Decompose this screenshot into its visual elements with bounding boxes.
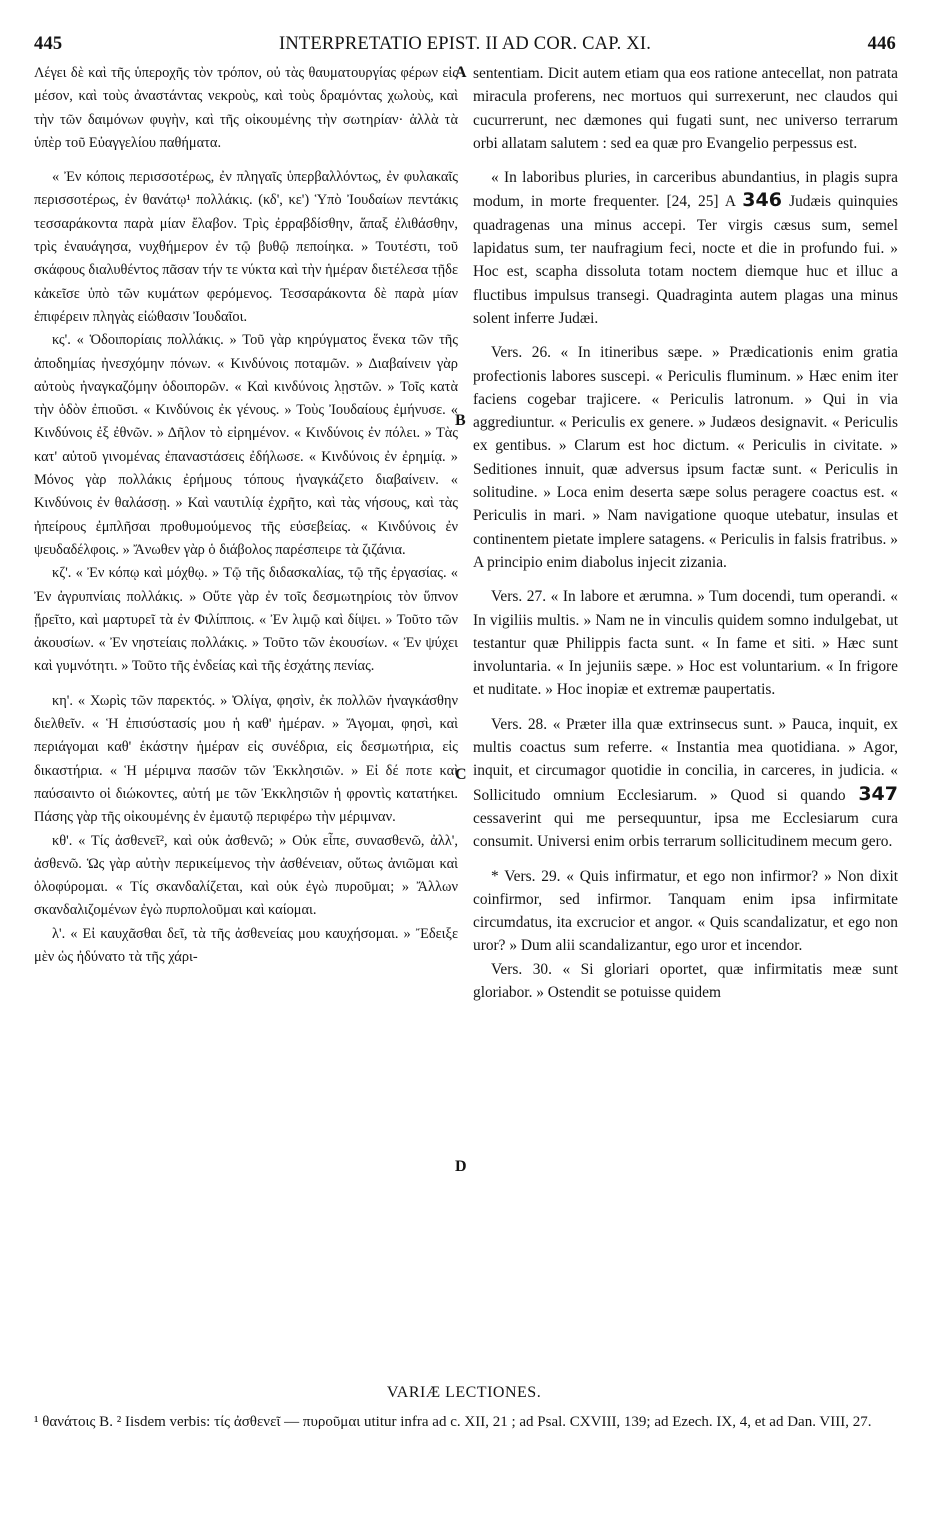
- latin-text: « In laboribus pluries, in carceribus abundantius, in plagis supra modum, in morte frequenter. [24, 25] A: [473, 169, 898, 211]
- latin-text: Vers. 28. « Præter illa quæ extrinsecus sunt. » Pauca, inquit, ex multis coactus sum referre. « Instantia mea quotidiana. » Agor, inquit, et circumagor quotidie in concilia, in carceres, in judicia. « Sollicitudo omnium Ecclesiarum. » Quod si quando: [473, 715, 898, 804]
- running-title: INTERPRETATIO EPIST. II AD COR. CAP. XI.: [278, 34, 652, 54]
- footnote-1: ¹ θανάτοις B.: [34, 1414, 113, 1430]
- greek-paragraph: κθ'. « Τίς ἀσθενεῖ², καὶ οὐκ ἀσθενῶ; » Οὐκ εἶπε, συνασθενῶ, ἀλλ', ἀσθενῶ. Ὡς γὰρ αὐτὴν περικείμενος τὴν ἀσθένειαν, οὕτως ἀνιῶμαι καὶ ὀλοφύρομαι. « Τίς σκανδαλίζεται, καὶ οὐκ ἐγὼ πυροῦμαι; » Ἄλλων σκανδαλιζομένων ἐγὼ πυρπολοῦμαι καὶ καίομαι.: [34, 832, 458, 919]
- footnote: [34, 1411, 904, 1433]
- page-header: [34, 34, 896, 60]
- section-marker: A: [455, 64, 467, 81]
- latin-paragraph: * Vers. 29. « Quis infirmatur, et ego non infirmor? » Non dixit coinfirmor, sed infirmor. Tanquam enim ipsa infirmitate circumdatus, ita excrucior et angor. « Quis scandalizatur, et ego non uror? » Dum alii scandalizantur, ego uror et incendor.: [473, 867, 898, 955]
- latin-text: Judæis quinquies quadragenas una minus accepi. Ter virgis cæsus sum, semel lapidatus sum, ter naufragium feci, nocte et die in profundo fui. » Hoc est, scapha dissoluta totam noctem diemque huc et illuc a fluctibus impulsus transegi. Quadraginta autem plagas una minus solent inferre Judæi.: [473, 193, 899, 327]
- greek-paragraph: κς'. « Ὁδοιπορίαις πολλάκις. » Τοῦ γὰρ κηρύγματος ἕνεκα τῶν τῆς ἀποδημίας ἠνεσχόμην πόνων. « Κινδύνοις ποταμῶν. » Διαβαίνειν γὰρ αὐτοὺς ἠναγκαζόμην ὁδοιπορῶν. « Καὶ κινδύνοις λῃστῶν. » Τοῖς κατὰ τὴν ὁδὸν ἐπιοῦσι. « Κινδύνοις ἐκ γένους. » Τοὺς Ἰουδαίους ἐμήνυσε. « Κινδύνοις ἐξ ἐθνῶν. » Δῆλον τὸ εἰρημένον. « Κινδύνοις ἐν πόλει. » Τὰς κατ' αὐτοῦ γινομένας ἐπαναστάσεις ἐδήλωσε. « Κινδύνοις ἐν ἐρημίᾳ. » Μόνος γὰρ πολλάκις ἐρήμους τόπους ἠναγκάζετο διαβαίνειν. « Κινδύνοις ἐν θαλάσσῃ. » Καὶ ναυτιλίᾳ ἐχρῆτο, καὶ τὰς νήσους, καὶ τὰς ἠπείρους ἐμπλῆσαι προθυμούμενος τῆς εὐσεβείας. « Κινδύνοις ἐν ψευδαδέλφοις. » Ἄνωθεν γὰρ ὁ διάβολος παρέσπειρε τὰ ζιζάνια.: [34, 332, 458, 558]
- section-marker: D: [455, 1158, 467, 1175]
- latin-paragraph: [473, 166, 898, 330]
- latin-paragraph: Vers. 27. « In labore et ærumna. » Tum docendi, tum operandi. « In vigiliis multis. » Nam ne in vinculis quidem somno indulgebat, ut testantur quæ Philippis facta sunt. « In fame et siti. » Hæc sunt involuntaria. « In jejuniis sæpe. » Hoc est voluntarium. « In frigore et nuditate. » Hoc inopiæ et extremæ paupertatis.: [473, 588, 898, 699]
- latin-paragraph: Vers. 30. « Si gloriari oportet, quæ infirmitatis meæ sunt gloriabor. » Ostendit se potuisse quidem: [473, 960, 898, 1001]
- greek-column: [34, 62, 458, 969]
- page-number-left: 445: [34, 34, 63, 54]
- variae-lectiones-title: VARIÆ LECTIONES.: [386, 1384, 542, 1401]
- section-marker: C: [455, 766, 467, 783]
- page-number-right: 446: [867, 34, 896, 54]
- column-number: 346: [742, 189, 782, 212]
- latin-paragraph: Vers. 26. « In itineribus sæpe. » Prædicationis enim gratia profectionis labores suscepi. « Periculis fluminum. » Hæc enim iter faciens cogebar trajicere. « Periculis latronum. » Qui in via aggrediuntur. « Periculis ex genere. » Judæos designavit. « Periculis ex gentibus. » Clarum est hoc dictum. « Periculis in civitate. » Seditiones innuit, quæ adversus ipsum factæ sunt. « Periculis in solitudine. » Loca enim deserta sæpe solus peragere coactus est. « Periculis in mari. » Nam navigatione quoque utebatur, insulas et continentem pietate implere satagens. « Periculis in falsis fratribus. » A principio enim diabolus injecit zizania.: [473, 344, 898, 571]
- latin-paragraph: [473, 713, 898, 854]
- column-number: 347: [858, 782, 898, 805]
- greek-paragraph: λ'. « Εἰ καυχᾶσθαι δεῖ, τὰ τῆς ἀσθενείας μου καυχήσομαι. » Ἔδειξε μὲν ὡς ἠδύνατο τὰ τῆς χάρι-: [34, 925, 458, 965]
- footnotes: [34, 1411, 904, 1433]
- latin-column: [473, 62, 898, 1004]
- greek-paragraph: Λέγει δὲ καὶ τῆς ὑπεροχῆς τὸν τρόπον, οὐ τὰς θαυματουργίας φέρων εἰς μέσον, καὶ τοὺς ἀναστάντας νεκροὺς, καὶ τοὺς δραμόντας χωλοὺς, καὶ τὴν τῶν δαιμόνων φυγὴν, καὶ τῆς οἰκουμένης τὴν σωτηρίαν· ἀλλὰ τὰ ὑπὲρ τοῦ Εὐαγγελίου παθήματα.: [34, 65, 458, 151]
- greek-paragraph: κζ'. « Ἐν κόπῳ καὶ μόχθῳ. » Τῷ τῆς διδασκαλίας, τῷ τῆς ἐργασίας. « Ἐν ἀγρυπνίαις πολλάκις. » Οὔτε γὰρ ἐν τοῖς δεσμωτηρίοις τὸν ὕπνον ᾕρεῖτο, καὶ μαρτυρεῖ τὰ ἐν Φιλίπποις. « Ἐν λιμῷ καὶ δίψει. » Τοῦτο τῶν ἀκουσίων. « Ἐν νηστείαις πολλάκις. » Τοῦτο τῶν ἑκουσίων. « Ἐν ψύχει καὶ γυμνότητι. » Τοῦτο τῆς ἐνδείας καὶ τῆς ἐσχάτης πενίας.: [34, 565, 458, 675]
- latin-text: cessaverint qui me persequuntur, ipsa me Ecclesiarum cura consumit. Universi enim orbis terrarum sollicitudinem mecum gero.: [473, 809, 898, 851]
- greek-paragraph: « Ἐν κόποις περισσοτέρως, ἐν πληγαῖς ὑπερβαλλόντως, ἐν φυλακαῖς περισσοτέρως, ἐν θανάτῳ¹ πολλάκις. (κδ', κε') Ὑπὸ Ἰουδαίων πεντάκις τεσσαράκοντα παρὰ μίαν ἔλαβον. Τρὶς ἐρραβδίσθην, ἅπαξ ἐλιθάσθην, τρὶς ἐναυάγησα, νυχθήμερον ἐν τῷ βυθῷ πεποίηκα. » Τουτέστι, τοῦ σκάφους διαλυθέντος πᾶσαν τήν τε νύκτα καὶ τὴν ἡμέραν διετέλεσα τῇδε κἀκεῖσε ὑπὸ τῶν κυμάτων φερόμενος. Τεσσαράκοντα δὲ παρὰ μίαν ἐπιφέρειν πληγὰς εἰώθασιν Ἰουδαῖοι.: [34, 169, 458, 325]
- latin-paragraph: sententiam. Dicit autem etiam qua eos ratione antecellat, non patrata miracula proferens, nec mortuos qui surrexerunt, nec claudos qui cucurrerunt, nec dæmones qui fugati sunt, nec universo terrarum orbi allatam salutem : sed ea quæ pro Evangelio perpessus est.: [473, 65, 898, 152]
- section-marker: B: [455, 412, 466, 429]
- footnote-2: ² Iisdem verbis: τίς ἀσθενεῖ — πυροῦμαι utitur infra ad c. XII, 21 ; ad Psal. CXVIII, 139; ad Ezech. IX, 4, et ad Dan. VIII, 27.: [116, 1414, 872, 1430]
- greek-paragraph: κη'. « Χωρὶς τῶν παρεκτός. » Ὀλίγα, φησὶν, ἐκ πολλῶν ἠναγκάσθην διελθεῖν. « Ἡ ἐπισύστασίς μου ἡ καθ' ἡμέραν. » Ἄγομαι, φησὶ, καὶ περιάγομαι καθ' ἑκάστην ἡμέραν εἰς συνέδρια, εἰς δεσμωτήρια, εἰς δικαστήρια. « Ἡ μέριμνα πασῶν τῶν Ἐκκλησιῶν. » Εἰ δέ ποτε καὶ παύσαιντο οἱ διώκοντες, αὐτή με τῶν Ἐκκλησιῶν ἡ φροντὶς κατατήκει. Πάσης γὰρ τῆς οἰκουμένης ἐν ἐμαυτῷ περιφέρω τὴν μέριμναν.: [34, 692, 458, 826]
